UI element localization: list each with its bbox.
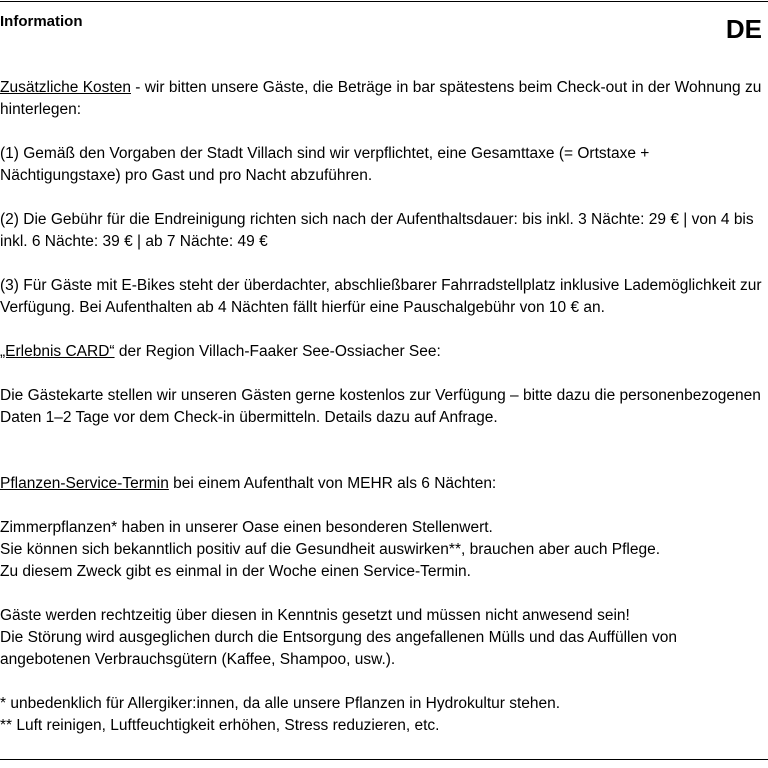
footnote-2: ** Luft reinigen, Luftfeuchtigkeit erhöhen, Stress reduzieren, etc.: [0, 717, 440, 734]
plants-heading-text: bei einem Aufenthalt von MEHR als 6 Nächten:: [168, 475, 497, 492]
section-heading: Information: [0, 13, 83, 30]
plants-link[interactable]: Pflanzen-Service-Termin: [0, 475, 169, 492]
plants-line-5: Die Störung wird ausgeglichen durch die Entsorgung des angefallenen Mülls und das Auffüllen von angebotenen Verbrauchsgütern (Kaffee, Shampoo, usw.).: [0, 629, 677, 668]
costs-item-2: (2) Die Gebühr für die Endreinigung richten sich nach der Aufenthaltsdauer: bis inkl. 3 Nächte: 29 € | von 4 bis inkl. 6 Nächte: 39 € | ab 7 Nächte: 49 €: [0, 211, 754, 250]
card-heading: [0, 341, 766, 363]
plants-heading: [0, 473, 766, 495]
costs-intro: [0, 77, 766, 121]
footnote-1: * unbedenklich für Allergiker:innen, da alle unsere Pflanzen in Hydrokultur stehen.: [0, 695, 561, 712]
costs-item-1: (1) Gemäß den Vorgaben der Stadt Villach sind wir verpflichtet, eine Gesamttaxe (= Ortstaxe + Nächtigungstaxe) pro Gast und pro Nacht abzuführen.: [0, 145, 650, 184]
plants-line-3: Zu diesem Zweck gibt es einmal in der Woche einen Service-Termin.: [0, 563, 471, 580]
content-body: [0, 77, 766, 737]
bottom-divider: [0, 759, 768, 760]
card-text: Die Gästekarte stellen wir unseren Gästen gerne kostenlos zur Verfügung – bitte dazu die personenbezogenen Daten 1–2 Tage vor dem Check-in übermitteln. Details dazu auf Anfrage.: [0, 387, 761, 426]
plants-line-4: Gäste werden rechtzeitig über diesen in Kenntnis gesetzt und müssen nicht anwesend sein!: [0, 607, 630, 624]
card-heading-text: der Region Villach-Faaker See-Ossiacher See:: [114, 343, 441, 360]
language-label: DE: [725, 14, 762, 44]
plants-line-2: Sie können sich bekanntlich positiv auf die Gesundheit auswirken**, brauchen aber auch Pflege.: [0, 541, 661, 558]
plants-line-1: Zimmerpflanzen* haben in unserer Oase einen besonderen Stellenwert.: [0, 519, 493, 536]
costs-item-3: (3) Für Gäste mit E-Bikes steht der überdachter, abschließbarer Fahrradstellplatz inklusive Lademöglichkeit zur Verfügung. Bei Aufenthalten ab 4 Nächten fällt hierfür eine Pauschalgebühr von 10 € an.: [0, 277, 762, 316]
card-link[interactable]: „Erlebnis CARD“: [0, 343, 115, 360]
costs-link[interactable]: Zusätzliche Kosten: [0, 79, 131, 96]
top-divider: [0, 1, 768, 2]
costs-intro-text: - wir bitten unsere Gäste, die Beträge in bar spätestens beim Check-out in der Wohnung zu hinterlegen:: [0, 79, 762, 118]
